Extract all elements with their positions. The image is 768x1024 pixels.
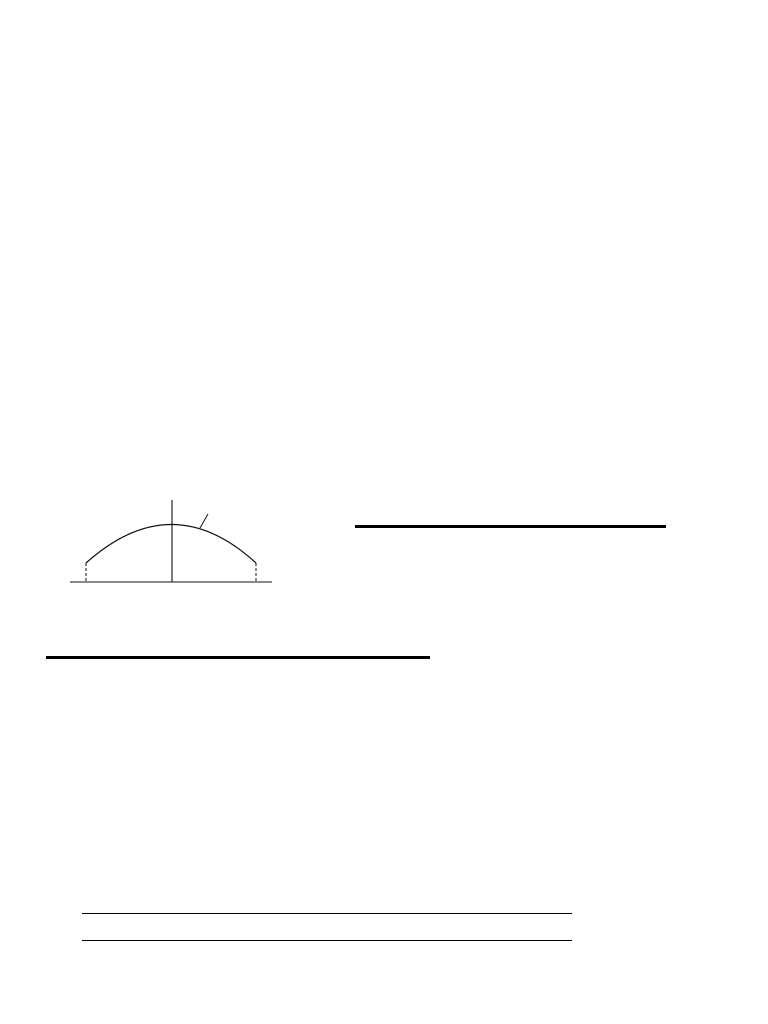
table-header-rule xyxy=(82,940,572,941)
parabola-curve xyxy=(86,525,256,564)
table-cell xyxy=(118,658,163,659)
table-cell xyxy=(385,658,430,659)
table-cell xyxy=(340,658,385,659)
curve-sketch xyxy=(60,490,300,610)
table-cell xyxy=(566,527,616,528)
table-row xyxy=(356,527,666,528)
table-cell xyxy=(481,527,526,528)
table-cell xyxy=(616,527,666,528)
table-cell xyxy=(162,658,207,659)
table-cell xyxy=(356,527,429,528)
table-cell xyxy=(429,527,481,528)
table-cell xyxy=(207,658,252,659)
table-row xyxy=(47,658,430,659)
table-cell xyxy=(47,658,118,659)
equation-pointer xyxy=(200,514,208,528)
table-cell xyxy=(251,658,296,659)
table-cell xyxy=(296,658,341,659)
table-top-rule xyxy=(82,913,572,914)
hb-table-4 xyxy=(46,656,430,659)
waterplane-table xyxy=(355,525,666,528)
table-cell xyxy=(526,527,566,528)
